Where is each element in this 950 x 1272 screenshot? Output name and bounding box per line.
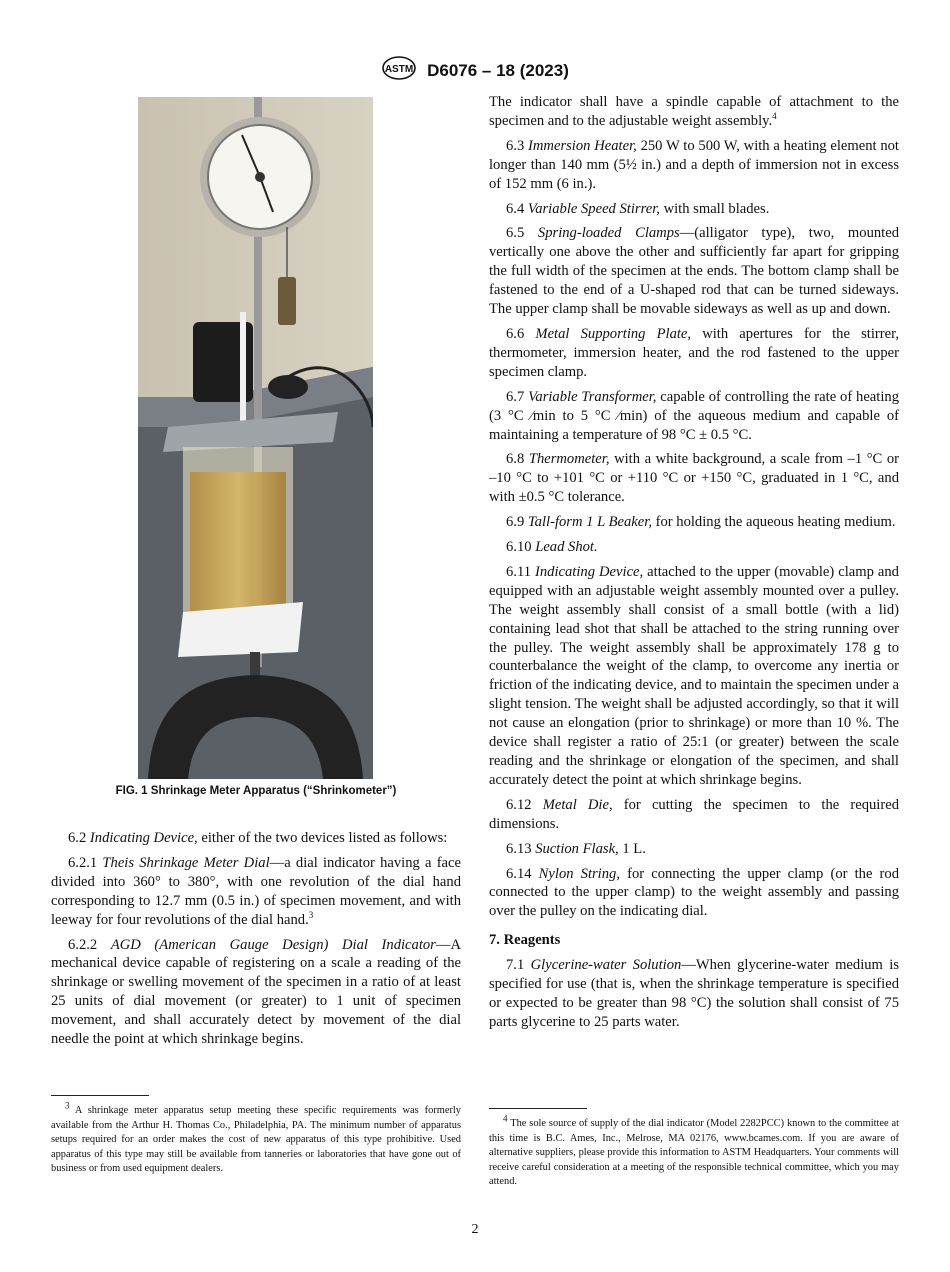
footnote-rule-left <box>51 1095 149 1096</box>
astm-logo-icon <box>381 56 417 85</box>
paragraph-6-7: 6.7 Variable Transformer, capable of controlling the rate of heating (3 °C ⁄min to 5 °C ⁄min) of the aqueous medium and capable of maintaining a temperature of 98 °C ± 0.5 °C. <box>489 388 899 443</box>
svg-text:ASTM: ASTM <box>384 64 414 75</box>
section-heading-reagents: 7. Reagents <box>489 932 561 949</box>
document-id: D6076 – 18 (2023) <box>427 60 569 80</box>
paragraph-6-11: 6.11 Indicating Device, attached to the upper (movable) clamp and equipped with an adjustable weight assembly mounted over a pulley. The weight assembly shall consist of a small bottle (with a lid) containing lead shot that shall be attached to the string running over the pulley. The weight assembly shall be approximately 178 g to counterbalance the weight of the clamp, to overcome any inertia or friction of the indicating device, and to maintain the specimen under a slight tension. The weight shall be adjusted accordingly, so that it will not cause an elongation (prior to shrinkage) or more than 10 %. The device shall register a ratio of 25:1 (or greater) between the scale reading and the shrinkage or elongation of the specimen, and shall accurately detect the point at which shrinkage begins. <box>489 563 899 788</box>
paragraph-6-12: 6.12 Metal Die, for cutting the specimen to the required dimensions. <box>489 796 899 832</box>
page-header <box>0 56 950 85</box>
page-number: 2 <box>471 1222 479 1237</box>
right-column-text <box>489 93 899 1038</box>
figure-shrinkometer-photo <box>138 97 373 779</box>
paragraph-6-2-2: 6.2.2 AGD (American Gauge Design) Dial Indicator—A mechanical device capable of registering on a scale a reading of the shrinkage or swelling movement of the specimen in a ratio of at least 25 units of dial movement (or greater) to 1 unit of specimen movement, and shall accurately detect by movement of the dial needle the point at which shrinkage begins. <box>51 936 461 1048</box>
paragraph-continuation: The indicator shall have a spindle capable of attachment to the specimen and to the adjustable weight assembly.$^4$ <box>489 94 899 129</box>
paragraph-6-2: 6.2 Indicating Device, either of the two devices listed as follows: <box>68 830 448 846</box>
paragraph-7-1: 7.1 Glycerine-water Solution—When glycerine-water medium is specified for use (that is, when the shrinkage temperature is specified or expected to be greater than 98 °C) the solution shall consist of 75 parts glycerine to 25 parts water. <box>489 957 900 1030</box>
footnote-3: $^3$ A shrinkage meter apparatus setup meeting these specific requirements was formerly available from the Arthur H. Thomas Co., Philadelphia, PA. The minimum number of apparatus setups required for an order makes the cost of new apparatus of this type prohibitive. Used apparatus of this type may still be available from tanneries or laboratories that have gone out of business or from used equipment dealers. <box>51 1100 461 1175</box>
paragraph-6-5: 6.5 Spring-loaded Clamps—(alligator type), two, mounted vertically one above the other and sufficiently far apart for gripping the full width of the specimen at the ends. The bottom clamp shall be fastened to the end of a U-shaped rod that can be turned sideways. The upper clamp shall be movable sideways as well as up and down. <box>489 225 899 318</box>
paragraph-6-13: 6.13 Suction Flask, 1 L. <box>506 840 646 857</box>
footnote-rule-right <box>489 1108 587 1109</box>
paragraph-6-4: 6.4 Variable Speed Stirrer, with small blades. <box>506 200 770 217</box>
paragraph-6-14: 6.14 Nylon String, for connecting the upper clamp (or the rod connected to the upper clamp) to the weight assembly and passing over the pulley on the indicating dial. <box>489 865 899 920</box>
paragraph-6-8: 6.8 Thermometer, with a white background, a scale from –1 °C or –10 °C to +101 °C or +110 °C or +150 °C, graduated in 1 °C, and with ±0.5 °C tolerance. <box>489 451 899 506</box>
footnote-4: $^4$ The sole source of supply of the dial indicator (Model 2282PCC) known to the committee at this time is B.C. Ames, Inc., Melrose, MA 02176, www.bcames.com. If you are aware of alternative suppliers, please provide this information to ASTM Headquarters. Your comments will receive careful consideration at a meeting of the responsible technical committee, which you may attend. <box>489 1113 899 1188</box>
paragraph-6-10: 6.10 Lead Shot. <box>506 539 598 556</box>
paragraph-6-9: 6.9 Tall-form 1 L Beaker, for holding the aqueous heating medium. <box>506 514 896 531</box>
paragraph-6-2-1: 6.2.1 Theis Shrinkage Meter Dial—a dial indicator having a face divided into 360° to 380°, with one revolution of the dial hand corresponding to 12.7 mm (0.5 in.) of specimen movement, and with leeway for four revolutions of the dial hand.$^3$ <box>51 854 461 928</box>
paragraph-6-6: 6.6 Metal Supporting Plate, with apertures for the stirrer, thermometer, immersion heater, and the rod fastened to the upper specimen clamp. <box>489 325 899 380</box>
paragraph-6-3: 6.3 Immersion Heater, 250 W to 500 W, with a heating element not longer than 140 mm (5½ in.) and a depth of immersion not in excess of 152 mm (6 in.). <box>489 137 899 192</box>
figure-caption: FIG. 1 Shrinkage Meter Apparatus (“Shrinkometer”) <box>115 785 397 797</box>
left-column-text <box>51 829 461 1055</box>
